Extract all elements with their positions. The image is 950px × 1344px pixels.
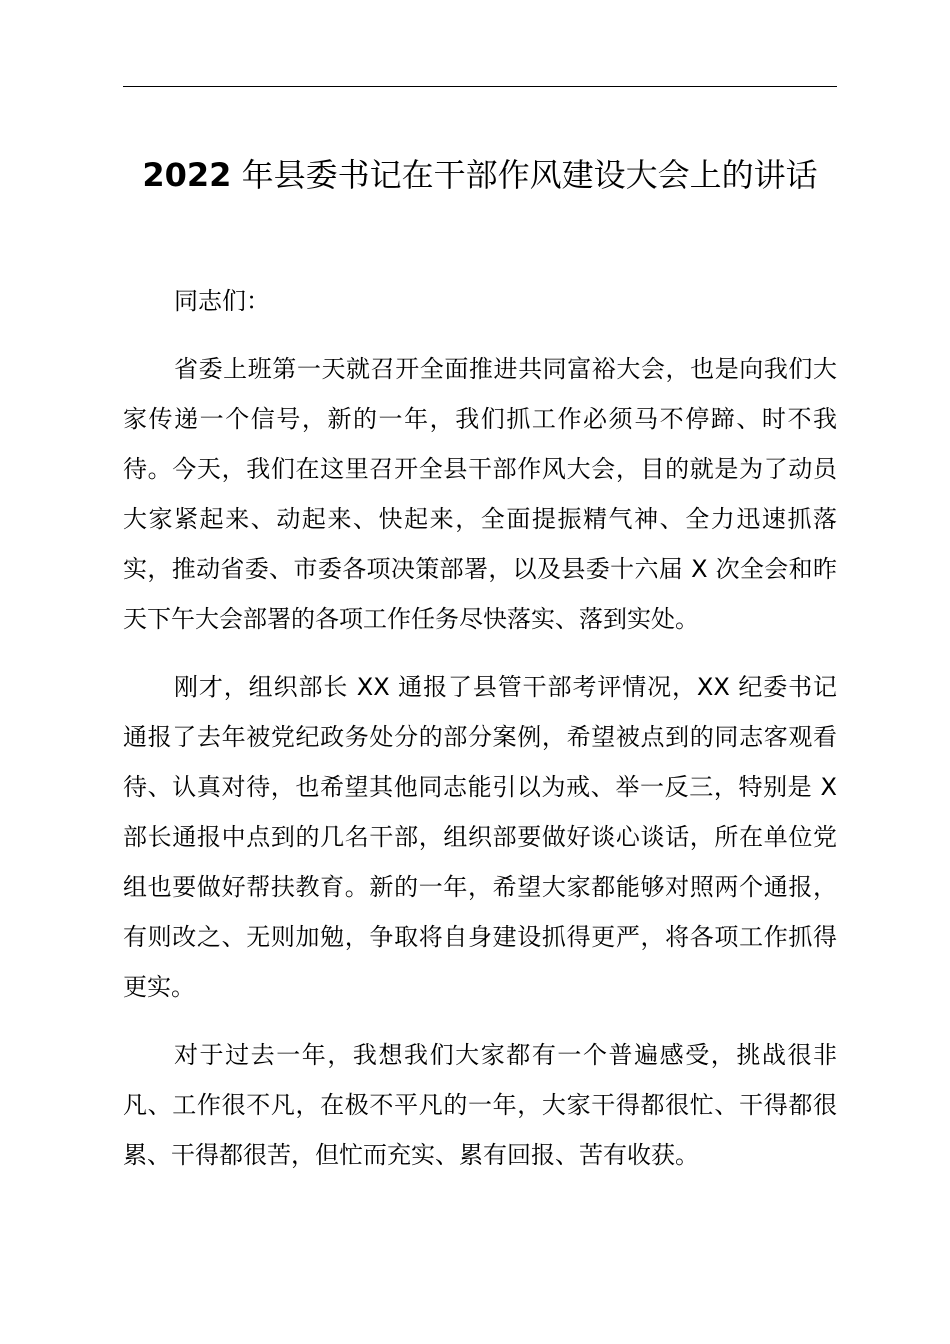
paragraph-2: 刚才，组织部长 XX 通报了县管干部考评情况，XX 纪委书记通报了去年被党纪政务处分的部分案例，希望被点到的同志客观看待、认真对待，也希望其他同志能引以为戒、举一反三，特别是 X 部长通报中点到的几名干部，组织部要做好谈心谈话，所在单位党组也要做好帮扶教育。新的一年，希望大家都能够对照两个通报，有则改之、无则加勉，争取将自身建设抓得更严，将各项工作抓得更实。 xyxy=(123,673,837,1001)
title-year: 2022 xyxy=(142,156,232,194)
salutation: 同志们： xyxy=(174,287,270,315)
document-body xyxy=(123,276,837,1198)
header-rule xyxy=(123,86,837,87)
document-title xyxy=(123,150,837,200)
title-text: 年县委书记在干部作风建设大会上的讲话 xyxy=(231,156,818,194)
paragraph-1: 省委上班第一天就召开全面推进共同富裕大会，也是向我们大家传递一个信号，新的一年，我们抓工作必须马不停蹄、时不我待。今天，我们在这里召开全县干部作风大会，目的就是为了动员大家紧起来、动起来、快起来，全面提振精气神、全力迅速抓落实，推动省委、市委各项决策部署，以及县委十六届 X 次全会和昨天下午大会部署的各项工作任务尽快落实、落到实处。 xyxy=(123,355,837,633)
paragraph-3: 对于过去一年，我想我们大家都有一个普遍感受，挑战很非凡、工作很不凡，在极不平凡的一年，大家干得都很忙、干得都很累、干得都很苦，但忙而充实、累有回报、苦有收获。 xyxy=(123,1041,837,1169)
